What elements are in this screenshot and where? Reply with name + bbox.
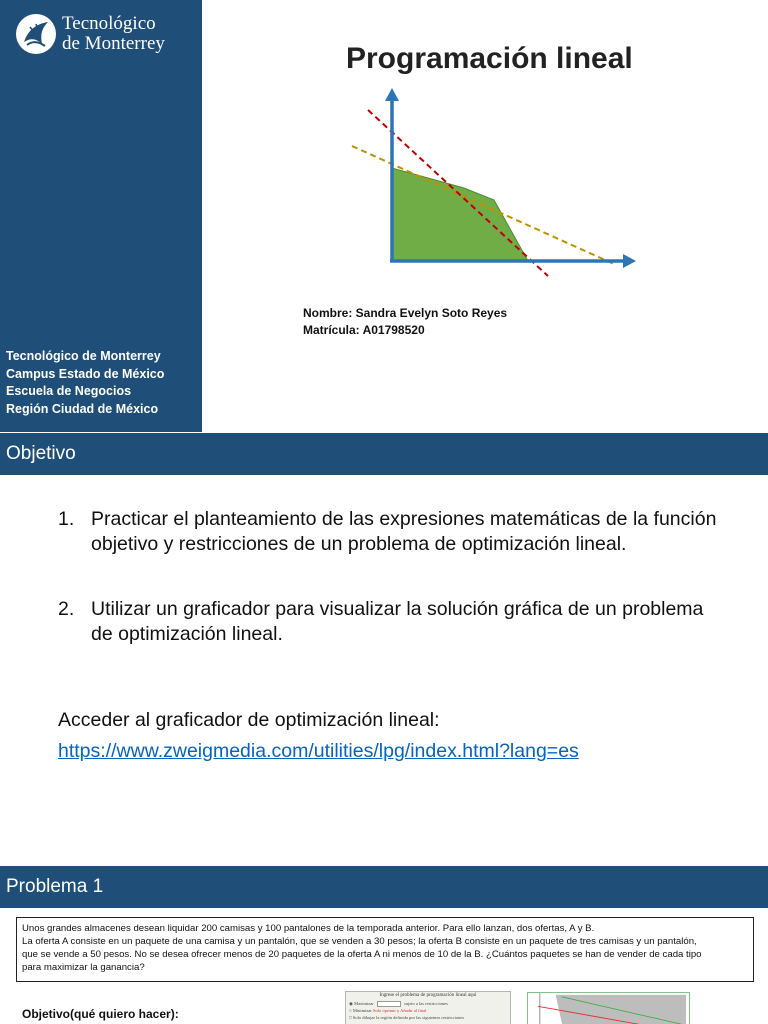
section-header: Objetivo [0, 433, 768, 475]
thumb-row-min [346, 1007, 510, 1014]
list-text: Utilizar un graficador para visualizar la solución gráfica de un problema de optimización lineal. [91, 598, 704, 645]
thumb-row-max [346, 1000, 510, 1007]
section-header: Problema 1 [0, 866, 768, 908]
tec-seal-icon [14, 12, 58, 56]
problem-line: que se vende a 50 pesos. No se desea ofrecer menos de 20 paquetes de la oferta A ni menos de 10 de la B. ¿Cuántos paquetes se han de vender de cada tipo [22, 949, 702, 960]
campus-line: Tecnológico de Monterrey [6, 349, 161, 363]
author-id: Matrícula: A01798520 [303, 323, 425, 337]
problem-slide [0, 866, 768, 1024]
checkbox-icon: □ [349, 1015, 352, 1020]
list-item [58, 507, 718, 557]
objective-slide [0, 433, 768, 864]
problem-statement [16, 917, 754, 982]
thumb-min-label: Minimizar [352, 1008, 372, 1013]
author-info [303, 305, 507, 339]
problem-line: para maximizar la ganancia? [22, 962, 145, 973]
feasible-region-graph [346, 88, 638, 280]
objective-list [58, 507, 718, 647]
objective-label: Objetivo(qué quiero hacer): [22, 1007, 179, 1021]
logo-wordmark [62, 14, 165, 54]
graphing-tool-link[interactable]: https://www.zweigmedia.com/utilities/lpg/index.html?lang=es [58, 740, 579, 762]
slide-title: Programación lineal [346, 42, 633, 75]
feasible-region [392, 168, 528, 261]
radio-icon: ◉ [349, 1001, 353, 1006]
radio-icon: ○ [349, 1008, 352, 1013]
access-text: Acceder al graficador de optimización lineal: [58, 709, 440, 731]
thumb-max-label: Maximizar [354, 1001, 374, 1006]
thumb-sub-text: sujeto a las restricciones [404, 1001, 448, 1006]
author-name: Nombre: Sandra Evelyn Soto Reyes [303, 306, 508, 320]
thumb-heading: Ingrese el problema de programación lineal aquí [379, 993, 477, 998]
campus-line: Escuela de Negocios [6, 384, 132, 398]
logo-line-1: Tecnológico [62, 13, 156, 34]
title-slide [0, 0, 768, 432]
lp-input-screenshot [345, 991, 511, 1024]
problem-line: Unos grandes almacenes desean liquidar 200 camisas y 100 pantalones de la temporada anterior. Para ello lanzan, dos ofertas, A y B. [22, 923, 595, 934]
campus-info [6, 348, 164, 418]
x-axis-arrow-icon [623, 254, 636, 268]
campus-line: Región Ciudad de México [6, 401, 159, 416]
thumb-region-text: Solo dibujar la región definida por las siguientes restricciones [352, 1015, 465, 1020]
y-axis-arrow-icon [385, 88, 399, 101]
thumb-shaded-region [556, 995, 686, 1024]
logo-line-2: de Monterrey [62, 33, 165, 54]
problem-line: La oferta A consiste en un paquete de una camisa y un pantalón, que se venden a 30 pesos; la oferta B consiste en un paquete de tres camisas y un pantalón, [22, 936, 697, 947]
lp-graph-screenshot [527, 992, 690, 1024]
sidebar [0, 0, 202, 432]
list-number: 1. [58, 508, 75, 530]
list-number: 2. [58, 598, 75, 620]
campus-line: Campus Estado de México [6, 366, 165, 381]
thumb-hint: Solo oprimir y Añadir al final [372, 1008, 427, 1013]
list-text: Practicar el planteamiento de las expresiones matemáticas de la función objetivo y restricciones de un problema de optimización lineal. [91, 508, 717, 555]
list-item [58, 597, 718, 647]
thumb-row-region [346, 1014, 510, 1021]
institution-logo [14, 12, 194, 62]
